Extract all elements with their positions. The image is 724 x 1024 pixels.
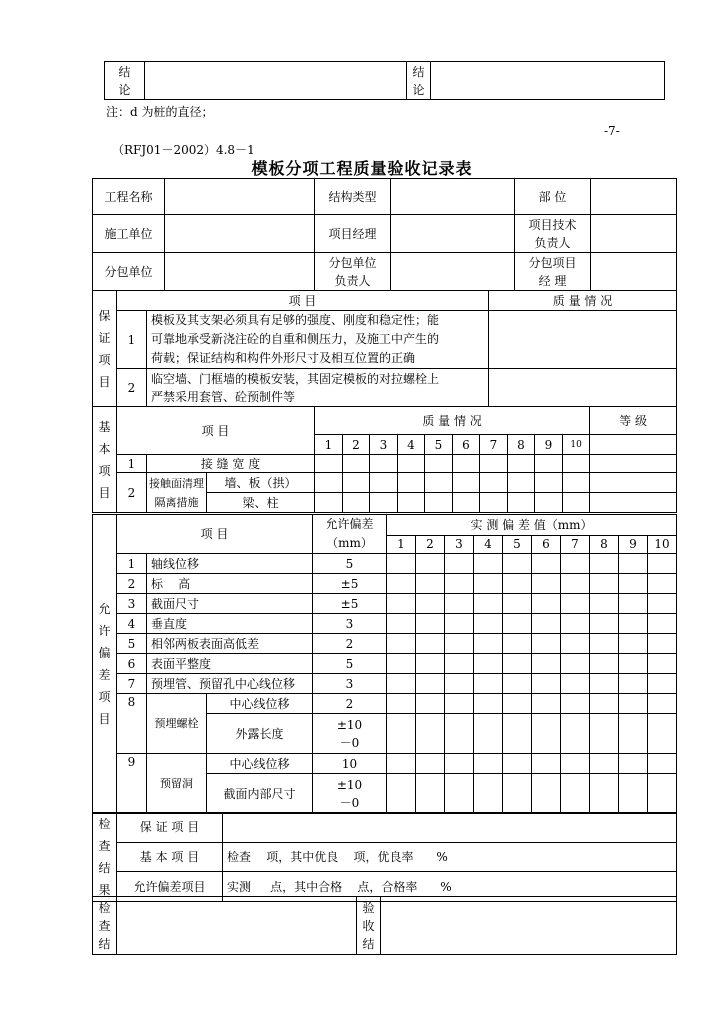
- tolerance-row-group: 预埋螺栓: [147, 694, 207, 754]
- conclusion-value-left[interactable]: [145, 62, 407, 100]
- measure-cell[interactable]: [532, 754, 561, 774]
- construction-unit-value[interactable]: [165, 215, 315, 253]
- measure-cell[interactable]: [503, 554, 532, 574]
- measure-cell[interactable]: [416, 614, 445, 634]
- tolerance-row-sub: 中心线位移: [207, 694, 313, 714]
- basic-col-header: 1: [315, 435, 343, 455]
- measure-cell[interactable]: [590, 674, 619, 694]
- basic-col-header: 4: [398, 435, 425, 455]
- inspection-basic-label: 基 本 项 目: [117, 842, 223, 872]
- measure-cell[interactable]: [474, 554, 503, 574]
- inspection-basic-text: 检查 项，其中优良 项，优良率 %: [223, 842, 677, 872]
- measure-cell[interactable]: [561, 574, 590, 594]
- basic-grade-cell[interactable]: [590, 493, 677, 513]
- tolerance-row-value: 3: [313, 614, 387, 634]
- tolerance-col-header: 8: [590, 535, 619, 553]
- basic-cell[interactable]: [315, 493, 343, 513]
- guarantee-item-text: 临空墙、门框墙的模板安装，其固定模板的对拉螺栓上 严禁采用套管、砼预制件等: [147, 369, 489, 407]
- tolerance-row-sub: 中心线位移: [207, 754, 313, 774]
- tolerance-col-header: 4: [474, 535, 503, 553]
- measure-cell[interactable]: [648, 774, 677, 814]
- measure-cell[interactable]: [648, 754, 677, 774]
- check-conclusion-value[interactable]: [117, 897, 357, 955]
- project-manager-label: 项目经理: [315, 215, 391, 253]
- measure-cell[interactable]: [590, 634, 619, 654]
- measure-cell[interactable]: [648, 694, 677, 714]
- basic-cell[interactable]: [535, 455, 563, 473]
- basic-grade-cell[interactable]: [590, 473, 677, 493]
- basic-cell[interactable]: [343, 473, 370, 493]
- subcontractor-value[interactable]: [165, 253, 315, 291]
- measure-cell[interactable]: [561, 674, 590, 694]
- measure-cell[interactable]: [503, 714, 532, 754]
- measure-cell[interactable]: [648, 594, 677, 614]
- measure-cell[interactable]: [445, 554, 474, 574]
- guarantee-item-no: 2: [117, 369, 147, 407]
- sub-manager-label: 分包项目 经 理: [515, 253, 591, 291]
- measure-cell[interactable]: [503, 654, 532, 674]
- measure-cell[interactable]: [648, 654, 677, 674]
- tolerance-col-header: 5: [503, 535, 532, 553]
- inspection-section-label: 检 查 结 果: [93, 813, 117, 902]
- measure-cell[interactable]: [590, 614, 619, 634]
- basic-row-text: 接 缝 宽 度: [147, 455, 315, 473]
- guarantee-quality-header: 质 量 情 况: [489, 291, 677, 311]
- tolerance-row-name: 截面尺寸: [147, 594, 313, 614]
- basic-cell[interactable]: [535, 493, 563, 513]
- tolerance-row-no: 5: [117, 634, 147, 654]
- tolerance-row-value: ±5: [313, 594, 387, 614]
- measure-cell[interactable]: [503, 634, 532, 654]
- measure-cell[interactable]: [387, 754, 416, 774]
- measure-cell[interactable]: [561, 634, 590, 654]
- measure-cell[interactable]: [387, 594, 416, 614]
- tolerance-row-no: 4: [117, 614, 147, 634]
- structure-type-value[interactable]: [391, 179, 515, 215]
- measure-cell[interactable]: [416, 674, 445, 694]
- guarantee-section-label: 保 证 项 目: [93, 291, 117, 407]
- basic-cell[interactable]: [563, 455, 590, 473]
- measure-cell[interactable]: [387, 634, 416, 654]
- measure-cell[interactable]: [445, 694, 474, 714]
- basic-cell[interactable]: [425, 493, 453, 513]
- measure-cell[interactable]: [445, 614, 474, 634]
- basic-cell[interactable]: [343, 455, 370, 473]
- measure-cell[interactable]: [416, 574, 445, 594]
- measure-cell[interactable]: [532, 574, 561, 594]
- basic-table: [92, 406, 677, 513]
- basic-cell[interactable]: [563, 473, 590, 493]
- measure-cell[interactable]: [474, 694, 503, 714]
- basic-col-header: 3: [370, 435, 398, 455]
- basic-row-no: 1: [117, 455, 147, 473]
- tolerance-row-no: 8: [117, 694, 147, 754]
- measure-cell[interactable]: [445, 774, 474, 814]
- measure-cell[interactable]: [532, 674, 561, 694]
- header-table: [92, 178, 677, 291]
- tolerance-row-name: 预埋管、预留孔中心线位移: [147, 674, 313, 694]
- measure-cell[interactable]: [445, 634, 474, 654]
- measure-cell[interactable]: [648, 614, 677, 634]
- tolerance-allow-header: 允许偏差 （mm）: [313, 515, 387, 554]
- measure-cell[interactable]: [387, 674, 416, 694]
- tolerance-row-value: 3: [313, 674, 387, 694]
- measure-cell[interactable]: [590, 714, 619, 754]
- basic-cell[interactable]: [370, 493, 398, 513]
- tech-lead-value[interactable]: [591, 215, 677, 253]
- measure-cell[interactable]: [590, 654, 619, 674]
- tolerance-col-header: 7: [561, 535, 590, 553]
- inspection-tolerance-label: 允许偏差项目: [117, 872, 223, 902]
- basic-cell[interactable]: [480, 493, 508, 513]
- measure-cell[interactable]: [503, 574, 532, 594]
- measure-cell[interactable]: [387, 774, 416, 814]
- basic-cell[interactable]: [370, 455, 398, 473]
- inspection-table: [92, 812, 677, 902]
- basic-row-sub: 梁、柱: [207, 493, 315, 513]
- footer-table: [92, 896, 677, 955]
- top-conclusion-table: [104, 61, 665, 100]
- basic-cell[interactable]: [398, 493, 425, 513]
- measure-cell[interactable]: [532, 774, 561, 814]
- measure-cell[interactable]: [590, 694, 619, 714]
- measure-cell[interactable]: [619, 614, 648, 634]
- tolerance-row-value: ±10 －0: [313, 714, 387, 754]
- measure-cell[interactable]: [445, 674, 474, 694]
- accept-conclusion-label: 验 收 结: [357, 897, 381, 955]
- subcontractor-label: 分包单位: [93, 253, 165, 291]
- basic-cell[interactable]: [425, 455, 453, 473]
- structure-type-label: 结构类型: [315, 179, 391, 215]
- tolerance-row-value: 10: [313, 754, 387, 774]
- tolerance-row-no: 7: [117, 674, 147, 694]
- measure-cell[interactable]: [416, 654, 445, 674]
- measure-cell[interactable]: [387, 574, 416, 594]
- basic-cell[interactable]: [563, 493, 590, 513]
- measure-cell[interactable]: [416, 754, 445, 774]
- measure-cell[interactable]: [561, 594, 590, 614]
- tolerance-row-sub: 外露长度: [207, 714, 313, 754]
- basic-cell[interactable]: [398, 455, 425, 473]
- position-value[interactable]: [591, 179, 677, 215]
- measure-cell[interactable]: [619, 674, 648, 694]
- tolerance-row-value: ±10 －0: [313, 774, 387, 814]
- measure-cell[interactable]: [619, 754, 648, 774]
- conclusion-label-right: 结 论: [407, 62, 431, 100]
- basic-row-no: 2: [117, 473, 147, 513]
- measure-cell[interactable]: [648, 574, 677, 594]
- basic-cell[interactable]: [508, 455, 535, 473]
- measure-cell[interactable]: [532, 594, 561, 614]
- measure-cell[interactable]: [648, 554, 677, 574]
- measure-cell[interactable]: [387, 714, 416, 754]
- basic-cell[interactable]: [535, 473, 563, 493]
- basic-quality-header: 质 量 情 况: [315, 407, 590, 435]
- measure-cell[interactable]: [619, 574, 648, 594]
- tolerance-row-name: 垂直度: [147, 614, 313, 634]
- tolerance-row-name: 标 高: [147, 574, 313, 594]
- basic-grade-header: 等 级: [590, 407, 677, 435]
- note-text: 注：d 为桩的直径；: [106, 105, 214, 119]
- guarantee-table: [92, 290, 677, 407]
- measure-cell[interactable]: [532, 554, 561, 574]
- tolerance-table: [92, 514, 677, 814]
- tolerance-section-label: 允 许 偏 差 项 目: [93, 515, 117, 814]
- basic-col-header: 2: [343, 435, 370, 455]
- guarantee-item-quality[interactable]: [489, 311, 677, 369]
- tolerance-row-no: 6: [117, 654, 147, 674]
- basic-row-sub: 墙、板（拱）: [207, 473, 315, 493]
- tolerance-row-group: 预留洞: [147, 754, 207, 814]
- measure-cell[interactable]: [445, 574, 474, 594]
- measure-cell[interactable]: [503, 754, 532, 774]
- measure-cell[interactable]: [619, 694, 648, 714]
- measure-cell[interactable]: [474, 614, 503, 634]
- basic-col-header: 10: [563, 435, 590, 455]
- basic-col-header: 7: [480, 435, 508, 455]
- page-title: 模板分项工程质量验收记录表: [251, 159, 473, 178]
- basic-col-header: 8: [508, 435, 535, 455]
- measure-cell[interactable]: [561, 654, 590, 674]
- measure-cell[interactable]: [474, 654, 503, 674]
- measure-cell[interactable]: [445, 594, 474, 614]
- measure-cell[interactable]: [619, 654, 648, 674]
- sub-manager-value[interactable]: [591, 253, 677, 291]
- basic-cell[interactable]: [425, 473, 453, 493]
- measure-cell[interactable]: [387, 614, 416, 634]
- tolerance-row-no: 3: [117, 594, 147, 614]
- measure-cell[interactable]: [561, 614, 590, 634]
- measure-cell[interactable]: [416, 594, 445, 614]
- measure-cell[interactable]: [503, 694, 532, 714]
- basic-section-label: 基 本 项 目: [93, 407, 117, 513]
- basic-col-header: 5: [425, 435, 453, 455]
- measure-cell[interactable]: [387, 694, 416, 714]
- measure-cell[interactable]: [590, 554, 619, 574]
- inspection-guarantee-label: 保 证 项 目: [117, 813, 223, 843]
- basic-col-header: 9: [535, 435, 563, 455]
- basic-cell[interactable]: [315, 473, 343, 493]
- measure-cell[interactable]: [590, 774, 619, 814]
- measure-cell[interactable]: [532, 714, 561, 754]
- tolerance-row-no: 9: [117, 754, 147, 814]
- measure-cell[interactable]: [561, 694, 590, 714]
- measure-cell[interactable]: [416, 714, 445, 754]
- basic-cell[interactable]: [315, 455, 343, 473]
- basic-cell[interactable]: [480, 473, 508, 493]
- project-name-label: 工程名称: [93, 179, 165, 215]
- sub-lead-label: 分包单位 负责人: [315, 253, 391, 291]
- measure-cell[interactable]: [445, 654, 474, 674]
- measure-cell[interactable]: [416, 694, 445, 714]
- inspection-tolerance-text: 实测 点，其中合格 点，合格率 %: [223, 872, 677, 902]
- measure-cell[interactable]: [416, 554, 445, 574]
- conclusion-label-left: 结 论: [105, 62, 145, 100]
- measure-cell[interactable]: [532, 654, 561, 674]
- basic-grade-cell[interactable]: [590, 455, 677, 473]
- project-name-value[interactable]: [165, 179, 315, 215]
- measure-cell[interactable]: [619, 554, 648, 574]
- basic-item-header: 项 目: [117, 407, 315, 455]
- measure-cell[interactable]: [590, 594, 619, 614]
- measure-cell[interactable]: [532, 614, 561, 634]
- measure-cell[interactable]: [619, 634, 648, 654]
- measure-cell[interactable]: [561, 754, 590, 774]
- measure-cell[interactable]: [416, 774, 445, 814]
- guarantee-item-text: 模板及其支架必须具有足够的强度、刚度和稳定性；能 可靠地承受新浇注砼的自重和侧压力，及施工中产生的 荷载；保证结构和构件外形尺寸及相互位置的正确: [147, 311, 489, 369]
- measure-cell[interactable]: [561, 554, 590, 574]
- measure-cell[interactable]: [445, 754, 474, 774]
- measure-cell[interactable]: [532, 634, 561, 654]
- measure-cell[interactable]: [619, 774, 648, 814]
- page-number: -7-: [604, 124, 620, 138]
- basic-cell[interactable]: [508, 473, 535, 493]
- measure-cell[interactable]: [648, 634, 677, 654]
- project-manager-value[interactable]: [391, 215, 515, 253]
- measure-cell[interactable]: [474, 714, 503, 754]
- tolerance-col-header: 1: [387, 535, 416, 553]
- basic-cell[interactable]: [398, 473, 425, 493]
- measure-cell[interactable]: [474, 634, 503, 654]
- tolerance-row-name: 表面平整度: [147, 654, 313, 674]
- measure-cell[interactable]: [503, 594, 532, 614]
- measure-cell[interactable]: [416, 634, 445, 654]
- measure-cell[interactable]: [648, 674, 677, 694]
- tolerance-col-header: 10: [648, 535, 677, 553]
- check-conclusion-label: 检 查 结: [93, 897, 117, 955]
- guarantee-item-quality[interactable]: [489, 369, 677, 407]
- form-code: （RFJ01－2002）4.8－1: [112, 143, 255, 157]
- measure-cell[interactable]: [474, 754, 503, 774]
- measure-cell[interactable]: [474, 594, 503, 614]
- basic-cell[interactable]: [343, 493, 370, 513]
- measure-cell[interactable]: [648, 714, 677, 754]
- basic-cell[interactable]: [480, 455, 508, 473]
- measure-cell[interactable]: [561, 714, 590, 754]
- measure-cell[interactable]: [474, 574, 503, 594]
- measure-cell[interactable]: [590, 574, 619, 594]
- tolerance-row-value: ±5: [313, 574, 387, 594]
- tolerance-col-header: 6: [532, 535, 561, 553]
- measure-cell[interactable]: [561, 774, 590, 814]
- measure-cell[interactable]: [387, 654, 416, 674]
- basic-cell[interactable]: [370, 473, 398, 493]
- accept-conclusion-value[interactable]: [381, 897, 677, 955]
- measure-cell[interactable]: [619, 714, 648, 754]
- tolerance-row-value: 2: [313, 694, 387, 714]
- basic-row-label: 接触面清理 隔离措施: [147, 473, 207, 513]
- tolerance-col-header: 2: [416, 535, 445, 553]
- tolerance-item-header: 项 目: [117, 515, 313, 554]
- basic-cell[interactable]: [453, 473, 480, 493]
- basic-col-header: 6: [453, 435, 480, 455]
- tolerance-row-no: 1: [117, 554, 147, 574]
- basic-cell[interactable]: [453, 455, 480, 473]
- measure-cell[interactable]: [590, 754, 619, 774]
- basic-cell[interactable]: [508, 493, 535, 513]
- tolerance-row-value: 2: [313, 634, 387, 654]
- inspection-guarantee-value[interactable]: [223, 813, 677, 843]
- measure-cell[interactable]: [503, 614, 532, 634]
- measure-cell[interactable]: [445, 714, 474, 754]
- tolerance-col-header: 3: [445, 535, 474, 553]
- tolerance-measured-header: 实 测 偏 差 值（mm）: [387, 515, 677, 536]
- measure-cell[interactable]: [387, 554, 416, 574]
- tolerance-row-value: 5: [313, 554, 387, 574]
- tolerance-col-header: 9: [619, 535, 648, 553]
- measure-cell[interactable]: [619, 594, 648, 614]
- basic-cell[interactable]: [453, 493, 480, 513]
- construction-unit-label: 施工单位: [93, 215, 165, 253]
- measure-cell[interactable]: [503, 774, 532, 814]
- measure-cell[interactable]: [474, 774, 503, 814]
- measure-cell[interactable]: [503, 674, 532, 694]
- tolerance-row-value: 5: [313, 654, 387, 674]
- basic-grade-cell[interactable]: [590, 435, 677, 455]
- measure-cell[interactable]: [532, 694, 561, 714]
- sub-lead-value[interactable]: [391, 253, 515, 291]
- tolerance-row-name: 轴线位移: [147, 554, 313, 574]
- guarantee-item-no: 1: [117, 311, 147, 369]
- tolerance-row-sub: 截面内部尺寸: [207, 774, 313, 814]
- tolerance-row-name: 相邻两板表面高低差: [147, 634, 313, 654]
- guarantee-item-header: 项 目: [117, 291, 489, 311]
- position-label: 部 位: [515, 179, 591, 215]
- conclusion-value-right[interactable]: [431, 62, 665, 100]
- tolerance-row-no: 2: [117, 574, 147, 594]
- tech-lead-label: 项目技术 负责人: [515, 215, 591, 253]
- measure-cell[interactable]: [474, 674, 503, 694]
